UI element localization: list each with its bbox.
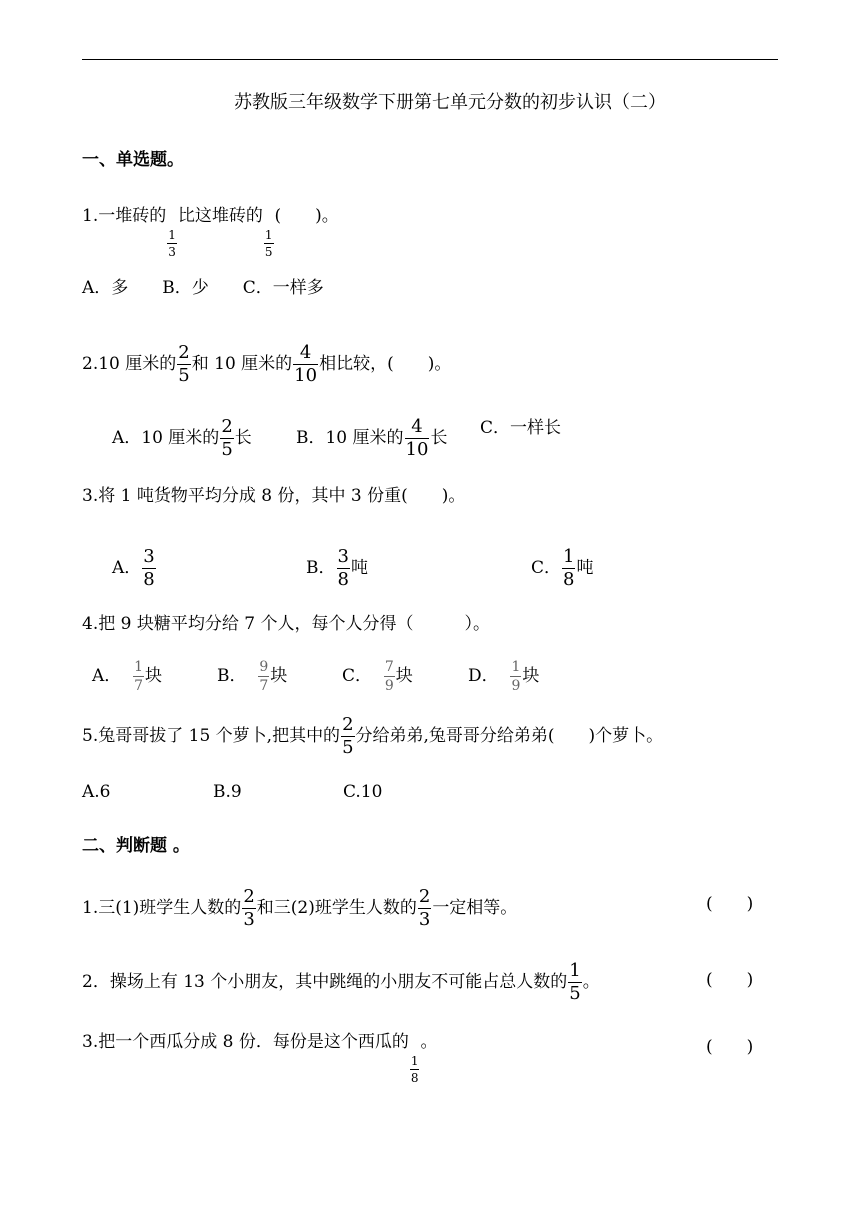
fraction: $\frac{1}{7}$: [134, 659, 144, 694]
judge-question-1: [82, 888, 517, 929]
fraction: $\frac{9}{7}$: [259, 659, 269, 694]
fraction: $\frac{1}{8}$: [410, 1054, 419, 1085]
question-text: 1.一堆砖的: [82, 206, 167, 226]
question-1: [82, 206, 339, 258]
fraction: $\frac{4}{10}$: [294, 342, 318, 386]
fraction: $\frac{2}{5}$: [342, 714, 354, 758]
fraction: $\frac{2}{5}$: [178, 342, 190, 386]
fraction: $\frac{7}{9}$: [384, 659, 394, 694]
question-text: 1.三(1)班学生人数的: [82, 898, 242, 918]
question-text: 和三(2)班学生人数的: [256, 898, 417, 918]
question-3-option-a: A． $\frac{3}{8}$: [112, 546, 155, 590]
question-4-option-c: C． $\frac{7}{9}$ 块: [342, 659, 413, 694]
question-2-option-a: A．10 厘米的 $\frac{2}{5}$ 长: [112, 416, 252, 460]
question-text: 3.把一个西瓜分成 8 份．每份是这个西瓜的: [82, 1032, 409, 1052]
question-2-option-c: C．一样长: [480, 418, 562, 438]
question-4-option-a: A． $\frac{1}{7}$ 块: [92, 659, 163, 694]
question-text: 。: [582, 972, 600, 992]
question-text: 和 10 厘米的: [191, 354, 293, 374]
fraction: $\frac{1}{5}$: [569, 960, 581, 1004]
question-text: 分给弟弟,兔哥哥分给弟弟( )个萝卜。: [355, 726, 664, 746]
question-4: 4.把 9 块糖平均分给 7 个人，每个人分得（ ）。: [82, 614, 490, 634]
question-text: 一定相等。: [432, 898, 518, 918]
fraction: $\frac{1}{9}$: [511, 659, 521, 694]
question-text: 2.10 厘米的: [82, 354, 177, 374]
question-5-option-a: A.6: [82, 782, 111, 802]
page-title: 苏教版三年级数学下册第七单元分数的初步认识（二）: [234, 92, 666, 113]
section-heading-true-false: 二、判断题 。: [82, 836, 190, 856]
header-rule: [82, 59, 778, 60]
question-5-option-b: B.9: [213, 782, 242, 802]
fraction: $\frac{1}{5}$: [264, 228, 273, 259]
question-text: 5.兔哥哥拔了 15 个萝卜,把其中的: [82, 726, 341, 746]
answer-blank[interactable]: ( ): [706, 970, 754, 990]
question-4-option-d: D． $\frac{1}{9}$ 块: [468, 659, 540, 694]
fraction: $\frac{2}{3}$: [243, 886, 255, 930]
fraction: $\frac{1}{3}$: [168, 228, 176, 259]
fraction: $\frac{3}{8}$: [143, 546, 155, 590]
section-heading-single-choice: 一、单选题。: [82, 150, 184, 170]
question-5-option-c: C.10: [343, 782, 383, 802]
question-4-option-b: B． $\frac{9}{7}$ 块: [217, 659, 288, 694]
judge-question-2: [82, 962, 600, 1003]
question-3-option-c: C． $\frac{1}{8}$ 吨: [531, 546, 594, 590]
question-text: 相比较，( )。: [319, 354, 452, 374]
question-5: [82, 716, 663, 757]
judge-question-3: [82, 1032, 437, 1084]
fraction: $\frac{3}{8}$: [337, 546, 349, 590]
fraction: $\frac{4}{10}$: [405, 416, 429, 460]
question-text: 比这堆砖的: [177, 206, 263, 226]
question-3-option-b: B． $\frac{3}{8}$ 吨: [306, 546, 368, 590]
question-text: 2．操场上有 13 个小朋友，其中跳绳的小朋友不可能占总人数的: [82, 972, 568, 992]
question-blank: ( )。: [274, 206, 339, 226]
answer-blank[interactable]: ( ): [706, 894, 754, 914]
question-1-options: A．多 B．少 C．一样多: [82, 278, 324, 298]
fraction: $\frac{2}{3}$: [418, 886, 431, 930]
fraction: $\frac{1}{8}$: [563, 546, 575, 590]
question-3: 3.将 1 吨货物平均分成 8 份，其中 3 份重( )。: [82, 486, 466, 506]
fraction: $\frac{2}{5}$: [221, 416, 233, 460]
question-2-option-b: B．10 厘米的 $\frac{4}{10}$ 长: [296, 416, 448, 460]
question-2: [82, 344, 451, 385]
answer-blank[interactable]: ( ): [706, 1037, 754, 1057]
question-text: 。: [420, 1032, 438, 1052]
